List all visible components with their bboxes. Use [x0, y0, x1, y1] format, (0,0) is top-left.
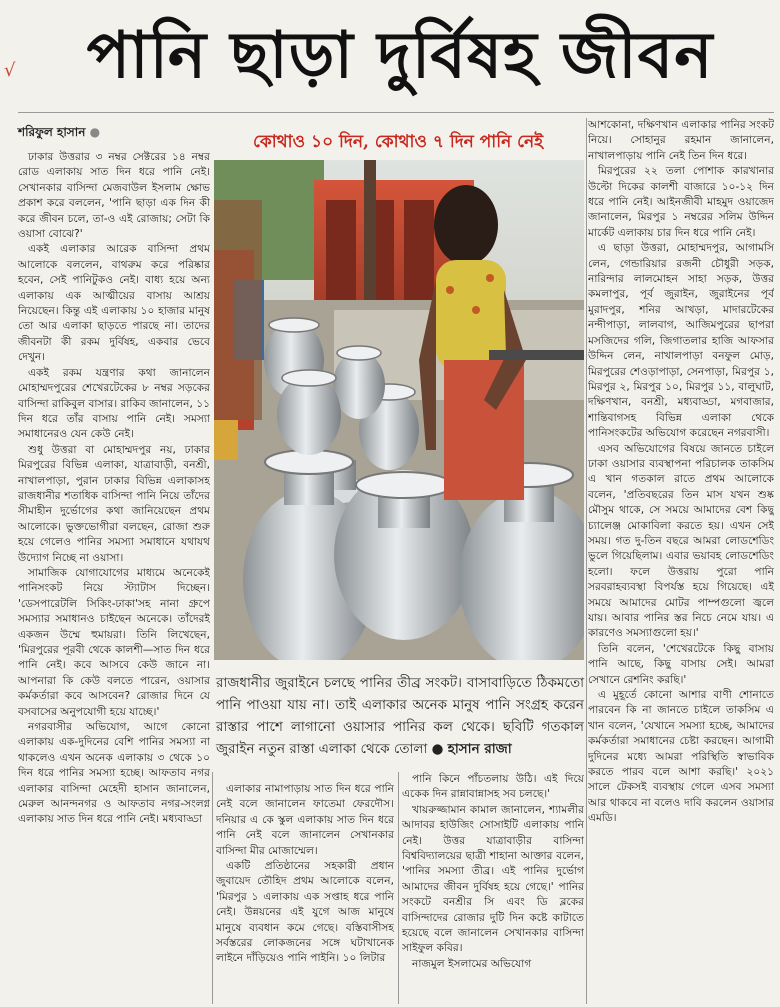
paragraph: এসব অভিযোগের বিষয়ে জানতে চাইলে ঢাকা ওয়াসার ব্যবস্থাপনা পরিচালক তাকসিম এ খান গতকাল রাতে প্রথম আলোকে বলেন, 'প্রতিবছরের তিন মাস যখন শুষ্ক মৌসুম থাকে, সে সময়ে আমাদের বেশ কিছু চ্যালেঞ্জ মোকাবিলা করতে হয়। এখন সেই সময়। গত দু-তিন বছরে আমরা লোডশেডিং ভুলে গিয়েছিলাম। এবার ভয়াবহ লোডশেডিং হলো। ফলে উত্তরায় পুরো পানি সরবরাহব্যবস্থা বিপর্যস্ত হয়ে গিয়েছে। এই সময়ে আমাদের মোটর পাম্পগুলো জ্বলে যায়। আবার পানির স্তর নিচে নেমে যায়। এ কারণেও সমস্যাগুলো হয়।'	[588, 442, 774, 640]
paragraph: ঢাকার উত্তরার ৩ নম্বর সেক্টরের ১৪ নম্বর রোড এলাকায় সাত দিন ধরে পানি নেই। সেখানকার বাসিন্দা মেজবাউল ইসলাম ক্ষোভ প্রকাশ করে বললেন, 'পানি ছাড়া এক দিন কী করে জীবন চলে, তা-ও এই রোজায়; সেটা কি ওয়াসা বোঝে?'	[18, 151, 210, 241]
byline-dot-icon: ●	[89, 125, 101, 139]
byline-author: শরিফুল হাসান	[18, 125, 86, 139]
paragraph: একই রকম যন্ত্রণার কথা জানালেন মোহাম্মদপুরের শেখেরটেকের ৮ নম্বর সড়কের বাসিন্দা রাকিবুল বাসার। রাকিব জানালেন, ১১ দিন ধরে তাঁর বাসায় পানি নেই। সমস্যা সমাধানেরও যেন কেউ নেই।	[18, 366, 210, 441]
column-divider	[586, 118, 587, 1004]
paragraph: খায়রুজ্জামান কামাল জানালেন, শ্যামলীর আদাবর হাউজিং সোসাইটি এলাকায় পানি নেই। উত্তর যাত্রাবাড়ীর বাসিন্দা বিশ্ববিদ্যালয়ের ছাত্রী শাহানা আক্তার বলেন, 'পানির সমস্যা তীব্র। এই পানির দুর্ভোগ আমাদের জীবন দুর্বিষহ হয়ে গেছে।' পানির সংকটে বনশ্রীর সি এবং ডি ব্লকের বাসিন্দাদের রোজার দুটি দিন কষ্টে কাটাতে হয়েছে বলে জানালেন সেখানকার বাসিন্দা সাইফুল কবির।	[402, 803, 584, 955]
paragraph: একটি প্রতিষ্ঠানের সহকারী প্রধান জুবায়েদ তৌহিদ প্রথম আলোকে বলেন, 'মিরপুর ১ এলাকায় এক সপ্তাহ ধরে পানি নেই। উন্নয়নের এই যুগে আজ মানুষে মানুষে ব্যবধান কমে গেছে। বস্তিবাসীসহ সর্বস্তরের লোকজনের সঙ্গে ঘটাখানেক লাইনে দাঁড়িয়েও পানি পাইনি। ১০ লিটার	[216, 860, 394, 965]
paragraph: তিনি বলেন, 'শেখেরটেকে কিছু বাসায় পানি আছে, কিছু বাসায় সেই। আমরা সেখানে রেশনিং করছি।'	[588, 642, 774, 686]
caption-text: রাজধানীর জুরাইনে চলছে পানির তীব্র সংকট। বাসাবাড়িতে ঠিকমতো পানি পাওয়া যায় না। তাই এলাকার অনেক মানুষ পানি সংগ্রহ করেন রাস্তার পাশে লাগানো ওয়াসার পানির কল থেকে। ছবিটি গতকাল জুরাইন নতুন রাস্তা এলাকা থেকে তোলা	[216, 675, 584, 757]
paragraph: এ মুহূর্তে কোনো আশার বাণী শোনাতে পারবেন কি না জানতে চাইলে তাকসিম এ খান বলেন, 'যেখানে সমস্যা হচ্ছে, আমাদের কর্মকর্তারা সমাধানের চেষ্টা করছেন। আগামী দুদিনের মধ্যে আমরা পরিস্থিতি স্বাভাবিক করতে পারব বলে আশা করছি।' ২০২১ সালে টেকসই ব্যবস্থায় গেলে এসব সমস্যা আর থাকবে না বলেও দাবি করলেন ওয়াসার এমডি।	[588, 689, 774, 825]
paragraph: নগরবাসীর অভিযোগ, আগে কোনো এলাকায় এক-দুদিনের বেশি পানির সমস্যা না থাকলেও এখন অনেক এলাকায় ৩ থেকে ১০ দিন ধরে পানির সমস্যা হচ্ছে। আফতাব নগর এলাকার বাসিন্দা মেহেদী হাসান জানালেন, মেরুল আনন্দনগর ও আফতাব নগর-সংলগ্ন এলাকায় সাত দিন ধরে পানি নেই। মধ্যবাড্ডা	[18, 721, 210, 826]
news-photo	[214, 160, 584, 660]
paragraph: সামাজিক যোগাযোগের মাধ্যমে অনেকেই পানিসংকট নিয়ে স্ট্যাটাস দিচ্ছেন। 'ডেসপারেটলি সিকিং-ঢাকা'সহ নানা গ্রুপে সমস্যার সমাধানও চাইছেন অনেকে। তাঁদেরই একজন উম্মে হুমায়রা। তিনি লিখেছেন, 'মিরপুরের পূরবী থেকে কালশী—সাত দিন ধরে পানি নেই। কবে আসবে কেউ জানে না। আপনারা কি কেউ বলতে পারেন, ওয়াসার কর্মকর্তারা কবে আসবেন? রোজার দিনে যে বসবাসের অনুপযোগী হয়ে যাচ্ছে।'	[18, 566, 210, 718]
article-column-4	[588, 118, 774, 1004]
headline: পানি ছাড়া দুর্বিষহ জীবন	[86, 18, 714, 93]
column-divider	[398, 772, 399, 1004]
paragraph: পানি কিনে পাঁচতলায় উঠি। এই দিয়ে একেক দিন রান্নাবান্নাসহ সব চলছে।'	[402, 773, 584, 801]
header-divider	[18, 112, 774, 113]
photo-caption	[216, 672, 584, 772]
paragraph: একই এলাকার আরেক বাসিন্দা প্রথম আলোকে বললেন, বাথরুম করে পরিষ্কার হবেন, সেই পানিটুকও নেই। বাধ্য হয়ে অন্য এলাকায় এক আত্মীয়ের বাসায় আশ্রয় নিয়েছেন। কিন্তু এই এলাকায় ১০ হাজার মানুষ তো আর এলাকা ছাড়তে পারছে না। তাদের জীবনটা কী রকম দুর্বিষহ, একবার ভেবে দেখুন।	[18, 243, 210, 364]
paragraph: শুধু উত্তরা বা মোহাম্মদপুর নয়, ঢাকার মিরপুরের বিভিন্ন এলাকা, যাত্রাবাড়ী, বনশ্রী, নাখালপাড়া, পুরান ঢাকার বিভিন্ন এলাকাসহ রাজধানীর শতাধিক বাসিন্দা পানি নিয়ে তাঁদের সীমাহীন দুর্ভোগের কথা জানিয়েছেন প্রথম আলোকে। ভুক্তভোগীরা বলছেন, রোজা শুরু হয়ে গেলেও পানির সমস্যা সমাধানে যথাযথ উদ্যোগ নিচ্ছে না ওয়াসা।	[18, 443, 210, 564]
paragraph: আশকোনা, দক্ষিণখান এলাকার পানির সংকট নিয়ে। সোহানুর রহমান জানালেন, নাখালপাড়ায় পানি নেই তিন দিন ধরে।	[588, 119, 774, 162]
credit-dot-icon: ●	[431, 741, 448, 757]
article-column-3	[402, 772, 584, 1004]
subheadline: কোথাও ১০ দিন, কোথাও ৭ দিন পানি নেই	[252, 132, 544, 152]
column-divider	[212, 772, 213, 1004]
article-column-1	[18, 150, 210, 1005]
paragraph: এ ছাড়া উত্তরা, মোহাম্মদপুর, আগামসি লেন, গেন্ডারিয়ার রজনী চৌধুরী সড়ক, নারিন্দার লালমোহন সাহা সড়ক, উত্তর কমলাপুর, পূর্ব জুরাইন, জুরাইনের পূর্ব মুরাদপুর, শনির আখড়া, মাদারটেকের নন্দীপাড়া, লালবাগ, আজিমপুরের ছাপরা মসজিদের গলি, জিগাতলার হাজি আফসার উদ্দিন লেন, নাখালপাড়া বনফুল মোড়, মিরপুরের শেওড়াপাড়া, সেনপাড়া, মিরপুর ১, মিরপুর ২, মিরপুর ১০, মিরপুর ১১, বালুঘাট, দক্ষিণখান, বনশ্রী, মধ্যবাড্ডা, মগবাজার, শান্তিবাগসহ বিভিন্ন এলাকা থেকে পানিসংকটের অভিযোগ করেছেন নগরবাসী।	[588, 242, 774, 440]
margin-checkmark: √	[4, 60, 16, 81]
paragraph: মিরপুরের ২২ তলা পোশাক কারখানার উল্টো দিকের কালশী বাজারে ১০-১২ দিন ধরে পানি নেই। আইনজীবী মাহমুদ ওয়াজেদ জানালেন, মিরপুর ১ নম্বরের সলিম উদ্দিন মার্কেট এলাকায় চার দিন ধরে পানি নেই।	[588, 165, 774, 239]
water-collection-photo	[214, 160, 584, 660]
byline	[18, 124, 100, 144]
paragraph: এলাকার নামাপাড়ায় সাত দিন ধরে পানি নেই বলে জানালেন ফাতেমা ফেরদৌস। দনিয়ার এ কে স্কুল এলাকায় সাত দিন ধরে পানি নেই বলে জানালেন সেখানকার বাসিন্দা মীর মোজাম্মেল।	[216, 783, 394, 857]
photo-credit: হাসান রাজা	[447, 741, 512, 757]
article-column-2	[216, 782, 394, 1004]
paragraph: নাজমুল ইসলামের অভিযোগ	[412, 957, 532, 970]
